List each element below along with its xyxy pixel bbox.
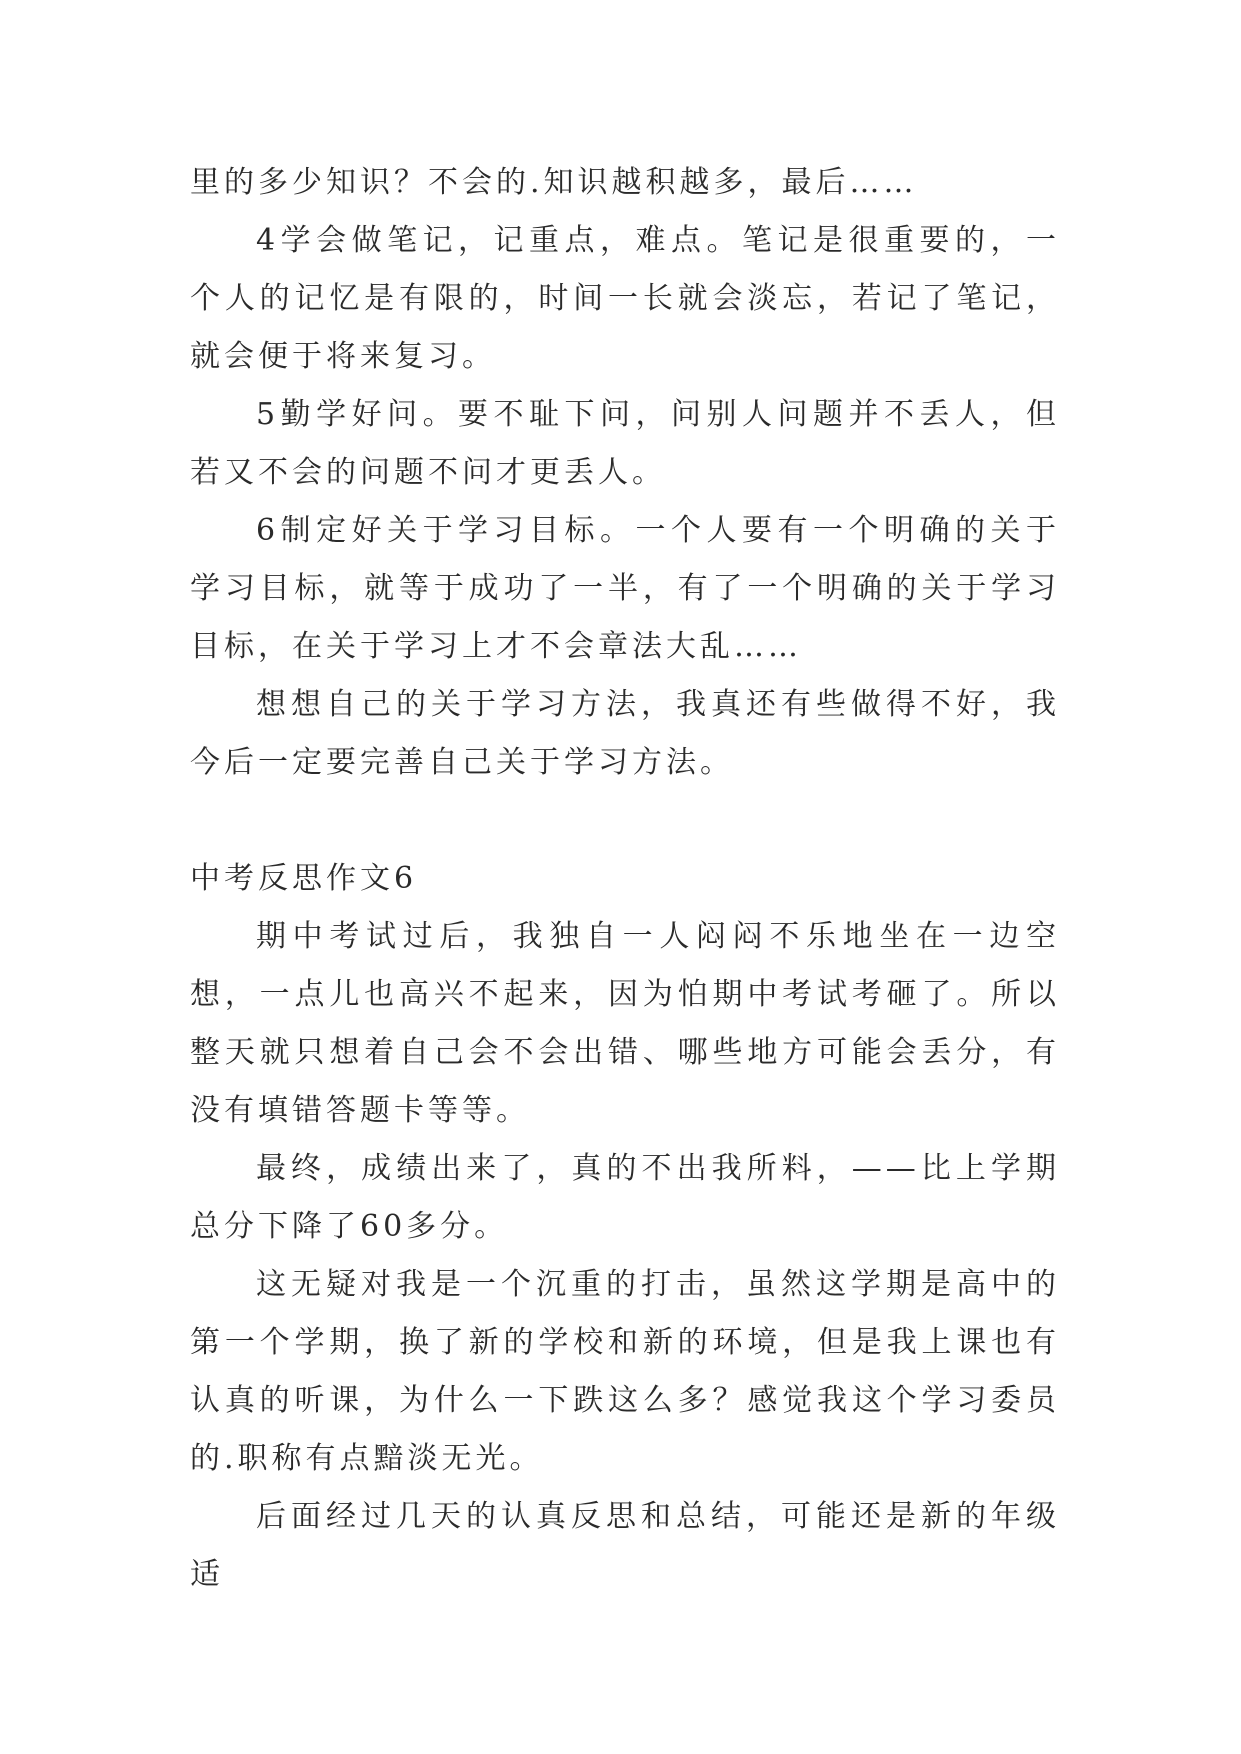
paragraph-results: 最终，成绩出来了，真的不出我所料，——比上学期总分下降了60多分。 (190, 1151, 1060, 1244)
paragraph-set-goals: 6制定好关于学习目标。一个人要有一个明确的关于学习目标，就等于成功了一半，有了一个明确的关于学习目标，在关于学习上才不会章法大乱…… (190, 513, 1060, 664)
section-spacer (190, 792, 1060, 850)
continuation-paragraph: 里的多少知识？不会的.知识越积越多，最后…… (190, 165, 918, 200)
paragraph-blow: 这无疑对我是一个沉重的打击，虽然这学期是高中的第一个学期，换了新的学校和新的环境，但是我上课也有认真的听课，为什么一下跌这么多？感觉我这个学习委员的.职称有点黯淡无光。 (190, 1267, 1060, 1476)
paragraph-ask-questions: 5勤学好问。要不耻下问，问别人问题并不丢人，但若又不会的问题不问才更丢人。 (190, 397, 1060, 490)
paragraph-reflection-start: 后面经过几天的认真反思和总结，可能还是新的年级适 (190, 1499, 1060, 1592)
document-body (190, 154, 1060, 1604)
paragraph-note-taking: 4学会做笔记，记重点，难点。笔记是很重要的，一个人的记忆是有限的，时间一长就会淡忘，若记了笔记，就会便于将来复习。 (190, 223, 1060, 374)
section-title: 中考反思作文6 (190, 861, 418, 896)
paragraph-after-exam: 期中考试过后，我独自一人闷闷不乐地坐在一边空想，一点儿也高兴不起来，因为怕期中考试考砸了。所以整天就只想着自己会不会出错、哪些地方可能会丢分，有没有填错答题卡等等。 (190, 919, 1060, 1128)
paragraph-reflection: 想想自己的关于学习方法，我真还有些做得不好，我今后一定要完善自己关于学习方法。 (190, 687, 1060, 780)
